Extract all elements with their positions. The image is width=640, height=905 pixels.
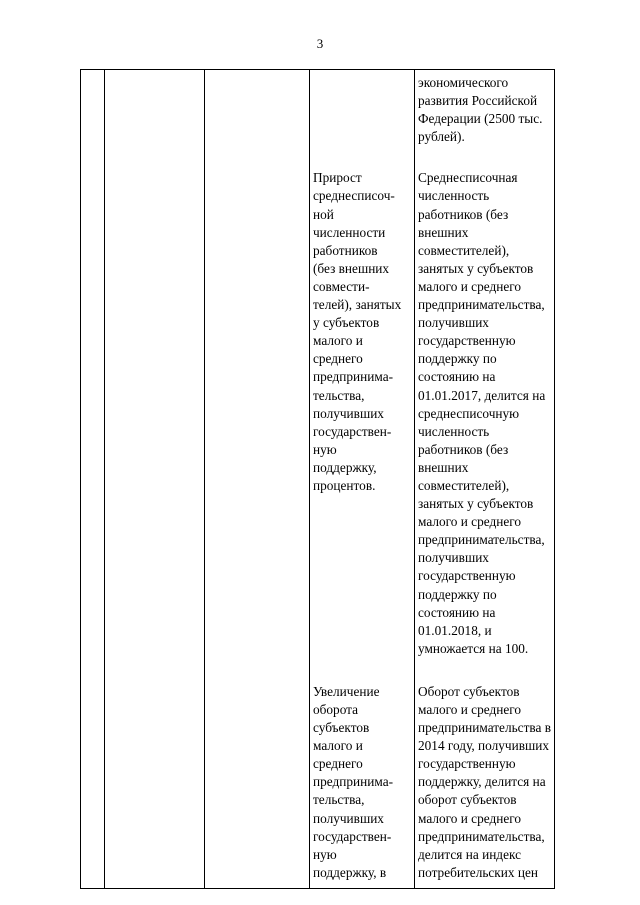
- cell-text-line: тельства,: [313, 792, 365, 808]
- cell-text-line: предпринима-: [313, 774, 394, 790]
- cell-text-line: состоянию на: [418, 369, 496, 385]
- cell-text-line: получивших: [313, 810, 384, 826]
- cell-text-line: среднего: [313, 756, 363, 772]
- cell-text-line: численность: [418, 188, 490, 204]
- cell-text-line: 01.01.2018, и: [418, 622, 492, 638]
- cell-text-line: экономического: [418, 75, 509, 90]
- cell-text-line: среднесписочную: [418, 405, 520, 421]
- cell-text-line: среднего: [313, 351, 363, 367]
- cell-text-line: совместителей),: [418, 242, 510, 258]
- cell-text-line: процентов.: [313, 477, 376, 493]
- cell-text-line: работников: [313, 242, 378, 258]
- indicators-table: [80, 69, 555, 889]
- cell-text-line: поддержку, делится на: [418, 774, 546, 790]
- cell-text-line: занятых у субъектов: [418, 260, 534, 276]
- cell-text-line: предпринимательства в: [418, 720, 551, 736]
- table-row: [81, 160, 555, 674]
- cell-text-line: работников (без: [418, 441, 509, 457]
- program-cell: [105, 674, 205, 889]
- cell-text-line: внешних: [418, 459, 469, 475]
- event-cell: [205, 674, 310, 889]
- cell-text-line: развития Российской: [418, 93, 538, 109]
- cell-text-line: государственную: [418, 333, 516, 349]
- cell-text-line: государственную: [418, 568, 516, 584]
- cell-text-line: предпринимательства,: [418, 828, 545, 844]
- cell-text-line: телей), занятых: [313, 297, 402, 313]
- program-cell: [105, 70, 205, 161]
- cell-text-line: предпринимательства,: [418, 297, 545, 313]
- cell-text-line: занятых у субъектов: [418, 496, 534, 512]
- cell-text-line: Прирост: [313, 170, 362, 186]
- cell-text-line: государственную: [418, 756, 516, 772]
- cell-text-line: поддержку, в: [313, 864, 387, 880]
- page-number: 3: [316, 36, 324, 51]
- cell-text-line: среднесписоч-: [313, 188, 395, 204]
- cell-text-line: ную: [313, 441, 337, 457]
- cell-text-line: совместителей),: [418, 477, 510, 493]
- cell-text-line: малого и среднего: [418, 278, 521, 294]
- cell-text-line: Федерации (2500 тыс.: [418, 111, 543, 127]
- cell-text-line: оборот субъектов: [418, 792, 517, 808]
- cell-text-line: делится на индекс: [418, 846, 522, 862]
- cell-text-line: совмести-: [313, 278, 370, 294]
- event-cell: [205, 160, 310, 674]
- cell-text-line: малого и среднего: [418, 702, 521, 717]
- cell-text-line: предпринима-: [313, 369, 394, 385]
- cell-text-line: у субъектов: [313, 315, 380, 331]
- cell-text-line: численность: [418, 423, 490, 439]
- cell-text-line: тельства,: [313, 387, 365, 403]
- indicator-name-cell: [310, 160, 415, 674]
- cell-text-line: Среднесписочная: [418, 170, 518, 186]
- cell-text-line: получивших: [313, 405, 384, 421]
- indicator-name-cell: [310, 674, 415, 889]
- cell-text-line: потребительских цен: [418, 864, 538, 880]
- cell-text-line: малого и: [313, 738, 363, 754]
- cell-text-line: государствен-: [313, 423, 392, 439]
- row-number-cell: [81, 160, 105, 674]
- cell-text-line: состоянию на: [418, 604, 496, 620]
- cell-text-line: ную: [313, 846, 337, 862]
- cell-text-line: поддержку по: [418, 586, 497, 602]
- cell-text-line: 01.01.2017, делится на: [418, 387, 546, 403]
- table-row: [81, 674, 555, 889]
- cell-text-line: оборота: [313, 702, 359, 717]
- cell-text-line: Увеличение: [313, 683, 380, 699]
- cell-text-line: (без внешних: [313, 260, 390, 276]
- cell-text-line: малого и среднего: [418, 810, 521, 826]
- cell-text-line: малого и среднего: [418, 514, 521, 530]
- event-cell: [205, 70, 310, 161]
- cell-text-line: поддержку по: [418, 351, 497, 367]
- program-cell: [105, 160, 205, 674]
- cell-text-line: предпринимательства,: [418, 532, 545, 548]
- cell-text-line: Оборот субъектов: [418, 683, 520, 699]
- row-number-cell: [81, 70, 105, 161]
- indicator-formula-cell: [415, 70, 555, 161]
- cell-text-line: получивших: [418, 550, 489, 566]
- cell-text-line: рублей).: [418, 129, 465, 145]
- cell-text-line: государствен-: [313, 828, 392, 844]
- cell-text-line: работников (без: [418, 206, 509, 222]
- cell-text-line: 2014 году, получивших: [418, 738, 549, 754]
- cell-text-line: умножается на 100.: [418, 640, 529, 656]
- cell-text-line: поддержку,: [313, 459, 377, 475]
- indicator-formula-cell: [415, 160, 555, 674]
- indicator-formula-cell: [415, 674, 555, 889]
- cell-text-line: субъектов: [313, 720, 370, 736]
- cell-text-line: малого и: [313, 333, 363, 349]
- row-number-cell: [81, 674, 105, 889]
- cell-text-line: получивших: [418, 315, 489, 331]
- cell-text-line: внешних: [418, 224, 469, 240]
- cell-text-line: ной: [313, 206, 334, 222]
- table-row: [81, 70, 555, 161]
- cell-text-line: численности: [313, 224, 386, 240]
- indicator-name-cell: [310, 70, 415, 161]
